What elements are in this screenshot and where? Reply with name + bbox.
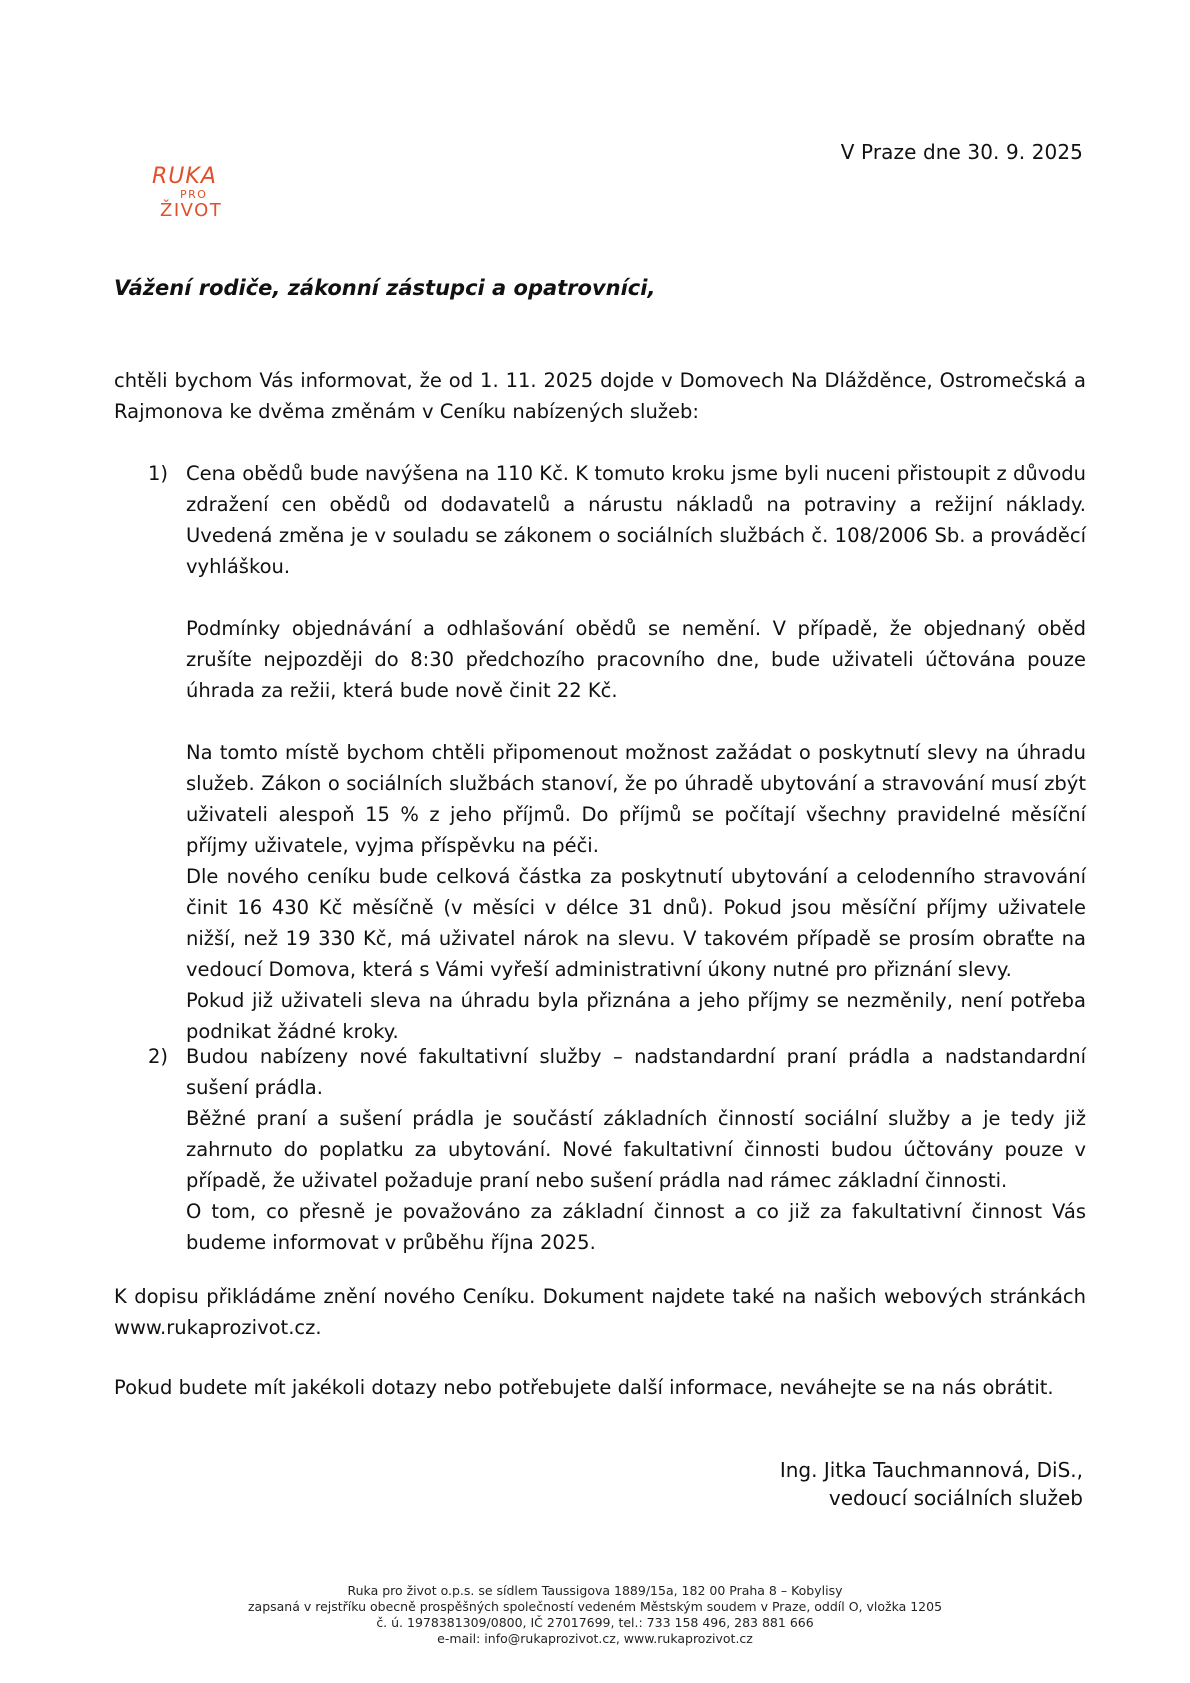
logo-text-ruka: RUKA <box>152 164 217 189</box>
attachment-paragraph: K dopisu přikládáme znění nového Ceníku. Dokument najdete také na našich webových stránkách www.rukaprozivot.cz. <box>114 1285 1086 1339</box>
logo-text-zivot: ŽIVOT <box>160 200 223 221</box>
paragraph-discount-info: Na tomto místě bychom chtěli připomenout možnost zažádat o poskytnutí slevy na úhradu služeb. Zákon o sociálních službách stanoví, že po úhradě ubytování a stravování musí zbýt uživateli alespoň 15 % z jeho příjmů. Do příjmů se počítají všechny pravidelné měsíční příjmy uživatele, vyjma příspěvku na péči. <box>186 741 1086 857</box>
item-number: 1) <box>148 462 169 485</box>
paragraph-new-services: Budou nabízeny nové fakultativní služby – nadstandardní praní prádla a nadstandardní sušení prádla. <box>186 1045 1086 1099</box>
footer-line-address: Ruka pro život o.p.s. se sídlem Taussigova 1889/15a, 182 00 Praha 8 – Kobylisy <box>347 1583 843 1598</box>
paragraph-existing-discount: Pokud již uživateli sleva na úhradu byla přiznána a jeho příjmy se nezměnily, není potřeba podnikat žádné kroky. <box>186 989 1086 1043</box>
letter-footer <box>0 1583 1190 1647</box>
contact-paragraph: Pokud budete mít jakékoli dotazy nebo potřebujete další informace, neváhejte se na nás obrátit. <box>114 1376 1054 1399</box>
item-content <box>186 458 1086 1047</box>
item-number: 2) <box>148 1045 169 1068</box>
footer-line-email-web: e-mail: info@rukaprozivot.cz, www.rukaprozivot.cz <box>437 1631 753 1646</box>
signatory-title: vedoucí sociálních služeb <box>828 1486 1083 1510</box>
signature-block <box>780 1456 1083 1512</box>
letter-date: V Praze dne 30. 9. 2025 <box>840 140 1083 164</box>
paragraph-lunch-price: Cena obědů bude navýšena na 110 Kč. K tomuto kroku jsme byli nuceni přistoupit z důvodu zdražení cen obědů od dodavatelů a nárustu nákladů na potraviny a režijní náklady. Uvedená změna je v souladu se zákonem o sociálních službách č. 108/2006 Sb. a prováděcí vyhláškou. <box>186 462 1086 578</box>
intro-paragraph: chtěli bychom Vás informovat, že od 1. 11. 2025 dojde v Domovech Na Dlážděnce, Ostromečská a Rajmonova ke dvěma změnám v Ceníku nabízených služeb: <box>114 369 1086 423</box>
salutation: Vážení rodiče, zákonní zástupci a opatrovníci, <box>114 276 656 300</box>
logo-text-pro: PRO <box>180 188 208 201</box>
item-content <box>186 1041 1086 1258</box>
paragraph-laundry-basic: Běžné praní a sušení prádla je součástí základních činností sociální služby a je tedy již zahrnuto do poplatku za ubytování. Nové fakultativní činnosti budou účtovány pouze v případě, že uživatel požaduje praní nebo sušení prádla nad rámec základní činnosti. <box>186 1107 1086 1192</box>
footer-line-registry: zapsaná v rejstříku obecně prospěšných společností vedeném Městským soudem v Praze, oddíl O, vložka 1205 <box>247 1599 943 1614</box>
paragraph-new-price-list: Dle nového ceníku bude celková částka za poskytnutí ubytování a celodenního stravování činit 16 430 Kč měsíčně (v měsíci v délce 31 dnů). Pokud jsou měsíční příjmy uživatele nižší, než 19 330 Kč, má uživatel nárok na slevu. V takovém případě se prosím obraťte na vedoucí Domova, která s Vámi vyřeší administrativní úkony nutné pro přiznání slevy. <box>186 865 1086 981</box>
paragraph-lunch-cancellation: Podmínky objednávání a odhlašování obědů se nemění. V případě, že objednaný oběd zrušíte nejpozději do 8:30 předchozího pracovního dne, bude uživateli účtována pouze úhrada za režii, která bude nově činit 22 Kč. <box>186 617 1086 702</box>
paragraph-further-info: O tom, co přesně je považováno za základní činnost a co již za fakultativní činnost Vás budeme informovat v průběhu října 2025. <box>186 1200 1086 1254</box>
signatory-name: Ing. Jitka Tauchmannová, DiS., <box>779 1458 1083 1482</box>
ruka-pro-zivot-logo <box>152 164 242 230</box>
footer-line-bank-phone: č. ú. 1978381309/0800, IČ 27017699, tel.: 733 158 496, 283 881 666 <box>376 1615 814 1630</box>
